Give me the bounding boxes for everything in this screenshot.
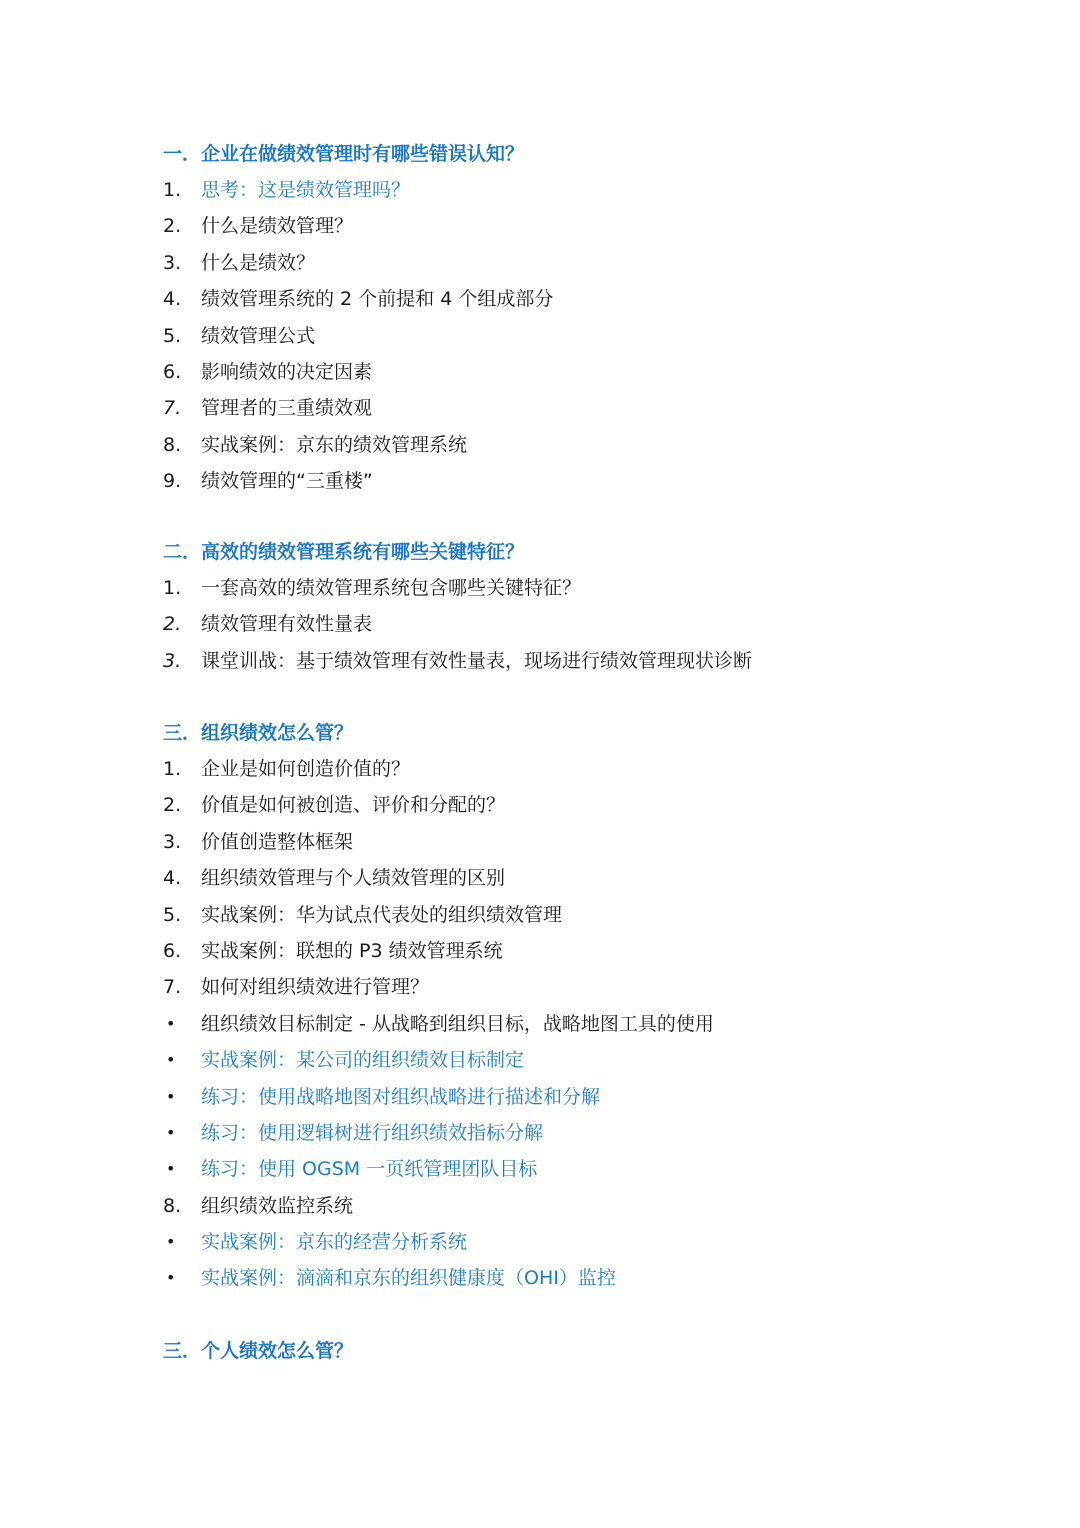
- item-number: 2.: [163, 613, 182, 636]
- item-text: 价值是如何被创造、评价和分配的？: [201, 794, 506, 817]
- item-text: 如何对组织绩效进行管理？: [201, 976, 430, 999]
- item-text: 影响绩效的决定因素: [201, 360, 373, 383]
- numbered-list-item: [163, 751, 1003, 787]
- bullet-list-item: [163, 1115, 1003, 1151]
- item-text: 什么是绩效管理？: [201, 215, 354, 238]
- item-text: 思考：这是绩效管理吗？: [201, 179, 411, 201]
- section-org-performance: [163, 715, 1003, 1297]
- item-text: 组织绩效目标制定 - 从战略到组织目标，战略地图工具的使用: [201, 1012, 714, 1035]
- numbered-list-item: [163, 427, 1003, 463]
- item-number: 8.: [163, 1194, 182, 1217]
- item-text: 管理者的三重绩效观: [201, 397, 373, 420]
- item-text: 价值创造整体框架: [201, 830, 354, 853]
- bullet-list-item: [163, 1042, 1003, 1078]
- item-number: 9.: [163, 470, 182, 493]
- numbered-list-item: [163, 281, 1003, 317]
- item-number: 5.: [163, 324, 182, 347]
- numbered-list-item: [163, 354, 1003, 390]
- item-text: 绩效管理系统的 2 个前提和 4 个组成部分: [201, 288, 554, 311]
- numbered-list-item: [163, 1188, 1003, 1224]
- numbered-list-item: [163, 245, 1003, 281]
- numbered-list-item: [163, 969, 1003, 1005]
- item-number: 1.: [163, 577, 182, 599]
- section-wrong-perceptions: [163, 136, 1003, 500]
- numbered-list-item: [163, 570, 1003, 606]
- bullet-list-item: [163, 1260, 1003, 1296]
- item-number: 7.: [163, 397, 182, 420]
- item-text: 一套高效的绩效管理系统包含哪些关键特征？: [201, 577, 582, 599]
- item-number: 2.: [163, 794, 182, 817]
- bullet-list-item: [163, 1006, 1003, 1042]
- item-number: 5.: [163, 903, 182, 926]
- item-number: 6.: [163, 360, 182, 383]
- item-number: 4.: [163, 867, 182, 890]
- item-number: 8.: [163, 433, 182, 456]
- item-number: 7.: [163, 976, 182, 999]
- bullet-marker: •: [166, 1013, 176, 1033]
- bullet-marker: •: [166, 1232, 176, 1252]
- item-number: 1.: [163, 758, 182, 780]
- item-text: 课堂训战：基于绩效管理有效性量表，现场进行绩效管理现状诊断: [201, 649, 753, 672]
- numbered-list-item: [163, 860, 1003, 896]
- numbered-list-item: [163, 643, 1003, 679]
- numbered-list-item: [163, 606, 1003, 642]
- item-number: 3.: [163, 649, 182, 672]
- item-text: 实战案例：滴滴和京东的组织健康度（OHI）监控: [201, 1267, 616, 1290]
- numbered-list-item: [163, 208, 1003, 244]
- item-text: 实战案例：联想的 P3 绩效管理系统: [201, 939, 503, 962]
- item-number: 3.: [163, 251, 182, 274]
- item-text: 绩效管理的“三重楼”: [201, 470, 373, 493]
- item-text: 绩效管理公式: [201, 324, 316, 347]
- item-text: 练习：使用 OGSM 一页纸管理团队目标: [201, 1158, 538, 1181]
- item-text: 组织绩效监控系统: [201, 1194, 354, 1217]
- numbered-list-item: [163, 318, 1003, 354]
- bullet-marker: •: [166, 1268, 176, 1288]
- item-number: 3.: [163, 830, 182, 853]
- numbered-list-item: [163, 897, 1003, 933]
- bullet-marker: •: [166, 1122, 176, 1142]
- item-text: 组织绩效管理与个人绩效管理的区别: [201, 867, 506, 890]
- numbered-list-item: [163, 390, 1003, 426]
- bullet-list-item: [163, 1151, 1003, 1187]
- bullet-list-item: [163, 1079, 1003, 1115]
- item-number: 6.: [163, 939, 182, 962]
- item-text: 实战案例：京东的绩效管理系统: [201, 433, 468, 456]
- item-text: 实战案例：华为试点代表处的组织绩效管理: [201, 903, 563, 926]
- numbered-list-item: [163, 824, 1003, 860]
- item-number: 2.: [163, 215, 182, 238]
- bullet-list-item: [163, 1224, 1003, 1260]
- numbered-list-item: [163, 933, 1003, 969]
- numbered-list-item: [163, 787, 1003, 823]
- section-heading: 三．组织绩效怎么管？: [163, 722, 354, 744]
- section-individual-performance: [163, 1333, 1003, 1369]
- section-heading: 一．企业在做绩效管理时有哪些错误认知？: [163, 143, 525, 165]
- section-heading: 三．个人绩效怎么管？: [163, 1340, 354, 1362]
- item-text: 绩效管理有效性量表: [201, 613, 373, 636]
- item-text: 实战案例：京东的经营分析系统: [201, 1231, 468, 1254]
- bullet-marker: •: [166, 1050, 176, 1070]
- item-text: 什么是绩效？: [201, 251, 316, 274]
- numbered-list-item: [163, 172, 1003, 208]
- numbered-list-item: [163, 463, 1003, 499]
- bullet-marker: •: [166, 1086, 176, 1106]
- item-text: 练习：使用逻辑树进行组织绩效指标分解: [201, 1121, 544, 1144]
- section-heading: 二．高效的绩效管理系统有哪些关键特征？: [163, 541, 525, 563]
- item-text: 练习：使用战略地图对组织战略进行描述和分解: [201, 1085, 601, 1108]
- item-number: 4.: [163, 288, 182, 311]
- item-text: 实战案例：某公司的组织绩效目标制定: [201, 1049, 525, 1072]
- item-text: 企业是如何创造价值的？: [201, 758, 411, 780]
- bullet-marker: •: [166, 1159, 176, 1179]
- item-number: 1.: [163, 179, 182, 201]
- section-key-features: [163, 534, 1003, 679]
